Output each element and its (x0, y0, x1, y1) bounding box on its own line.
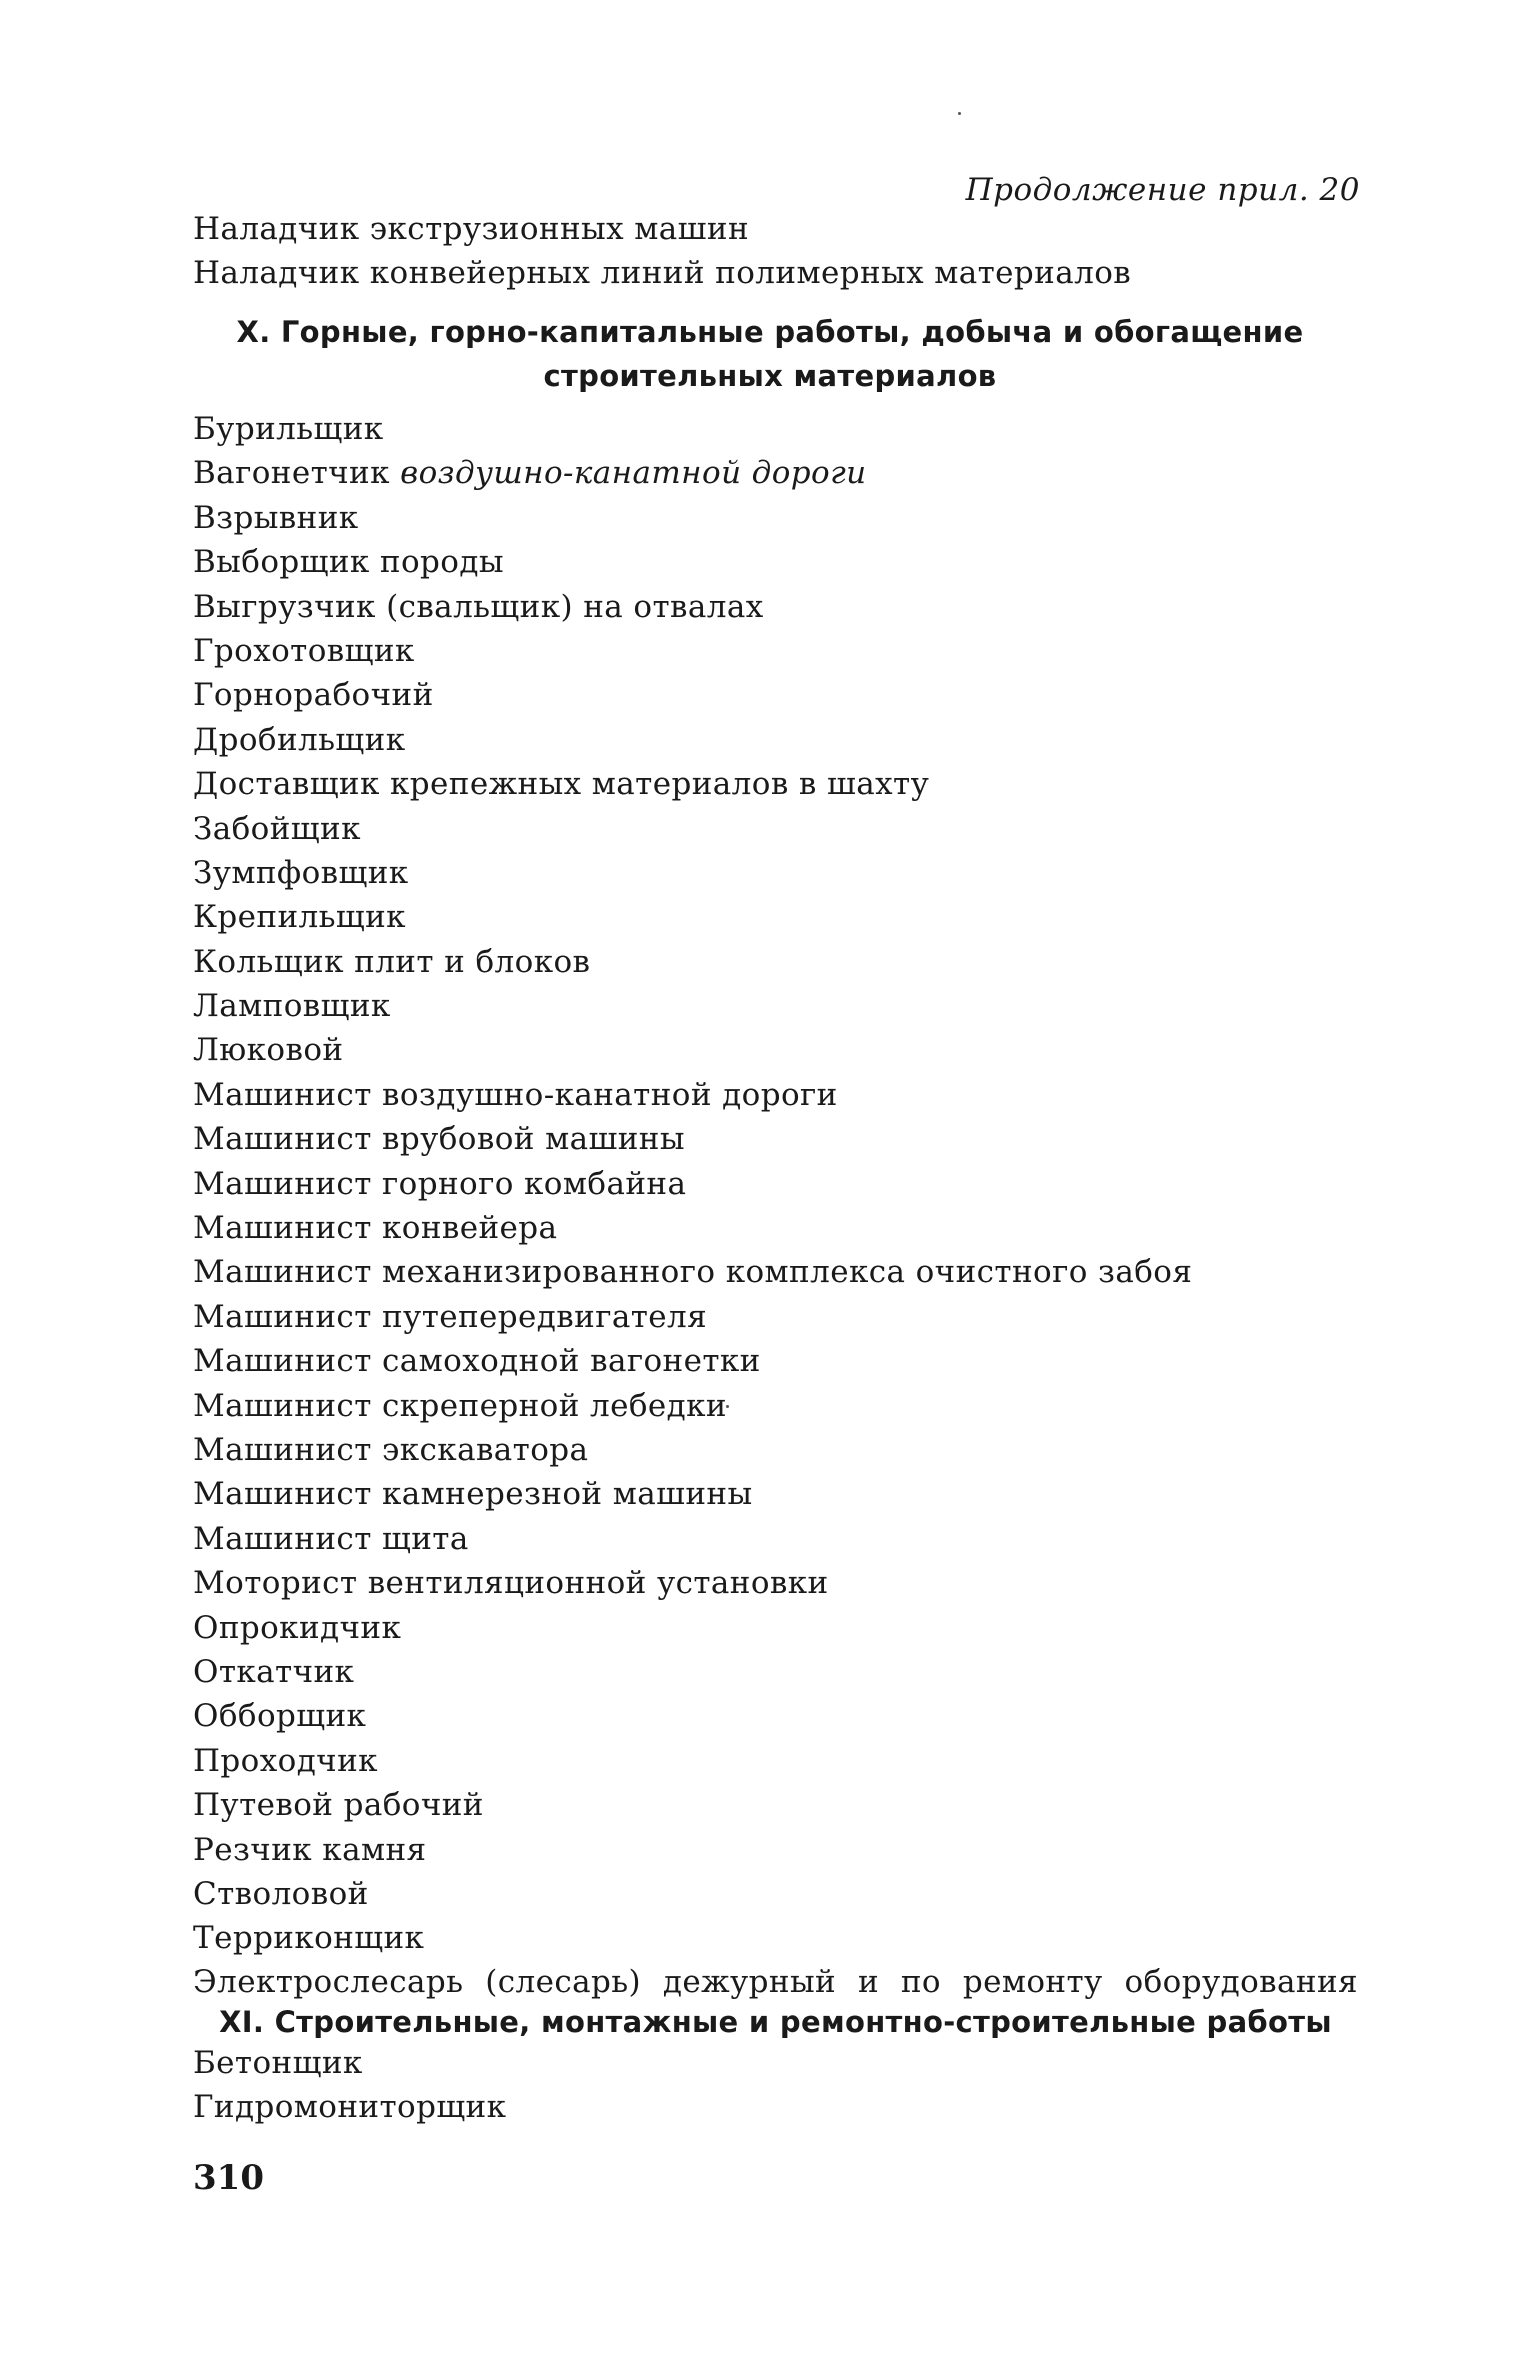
list-item (193, 807, 1363, 851)
list-item-text: Доставщик крепежных материалов в шахту (193, 766, 930, 803)
list-item-text: Грохотовщик (193, 632, 415, 669)
list-item-text: Горнорабочий (193, 677, 434, 714)
list-item-text: Ламповщик (193, 988, 391, 1025)
word: Электрослесарь (193, 1964, 464, 2000)
list-item-text: Выгрузчик (свальщик) на отвалах (193, 588, 764, 625)
word: (слесарь) (485, 1964, 641, 2000)
list-item-text: Проходчик (193, 1742, 378, 1779)
list-item-text: Обборщик (193, 1698, 367, 1735)
list-item-text: Машинист щита (193, 1520, 469, 1557)
list-item (193, 762, 1363, 806)
list-item (193, 895, 1363, 939)
list-item-text: Машинист самоходной вагонетки (193, 1343, 761, 1380)
section-xi-heading (193, 2000, 1358, 2044)
word: оборудования (1124, 1964, 1358, 2000)
list-item (193, 1960, 1358, 2004)
list-item-text: Стволовой (193, 1875, 369, 1912)
list-item-text: Терриконщик (193, 1920, 425, 1957)
list-item: Гидромониторщик (193, 2089, 507, 2126)
list-item (193, 1916, 1363, 1960)
list-item-text: Машинист путепередвигателя (193, 1298, 708, 1335)
list-item-text: Машинист горного комбайна (193, 1165, 687, 1202)
list-item-text: Забойщик (193, 810, 361, 847)
continuation-note: Продолжение прил. 20 (965, 172, 1360, 208)
list-item (193, 1250, 1363, 1294)
list-item-italic-text: воздушно-канатной дороги (400, 455, 867, 492)
list-item (193, 1428, 1363, 1472)
list-item (193, 1872, 1363, 1916)
list-item (193, 451, 1363, 495)
list-item-text: Машинист экскаватора (193, 1431, 589, 1468)
list-item: Наладчик экструзионных машин (193, 211, 750, 247)
list-item-text: Опрокидчик (193, 1609, 402, 1646)
list-item-text: Машинист скреперной лебедки (193, 1387, 727, 1424)
list-item (193, 851, 1363, 895)
list-item-text: Машинист камнерезной машины (193, 1476, 753, 1513)
page-number: 310 (193, 2158, 264, 2198)
list-item-text: Вагонетчик (193, 455, 401, 492)
word: дежурный (662, 1964, 837, 2000)
word: по (900, 1964, 941, 2000)
list-item (193, 1028, 1363, 1072)
list-item (193, 1384, 1363, 1428)
list-item (193, 496, 1363, 540)
list-item (193, 1694, 1363, 1738)
list-item-text: Моторист вентиляционной установки (193, 1565, 829, 1602)
list-item-text: Машинист механизированного комплекса очистного забоя (193, 1254, 1193, 1291)
list-item-text: Путевой рабочий (193, 1787, 484, 1824)
list-item-text: Резчик камня (193, 1831, 427, 1868)
list-item (193, 1828, 1363, 1872)
list-item (193, 407, 1363, 451)
list-item-text: Взрывник (193, 499, 359, 536)
list-item-text: Крепильщик (193, 899, 406, 936)
list-item (193, 629, 1363, 673)
section-x-heading (200, 310, 1340, 398)
top-lines (193, 207, 1363, 296)
list-item (193, 1739, 1363, 1783)
section-x-title-line2: строительных материалов (543, 359, 997, 393)
list-item (193, 1606, 1363, 1650)
list-item-text: Машинист воздушно-канатной дороги (193, 1076, 838, 1113)
list-item (193, 940, 1363, 984)
word: ремонту (962, 1964, 1103, 2000)
list-item (193, 718, 1363, 762)
list-item-text: Машинист врубовой машины (193, 1121, 685, 1158)
section-x-title-line1: X. Горные, горно-капитальные работы, добыча и обогащение (236, 315, 1304, 349)
word: и (857, 1964, 879, 2000)
list-item (193, 540, 1363, 584)
section-x-list (193, 407, 1363, 1961)
section-xi-list (193, 2041, 1363, 2130)
list-item (193, 1561, 1363, 1605)
list-item (193, 1650, 1363, 1694)
list-item-text: Дробильщик (193, 721, 406, 758)
list-item-text: Люковой (193, 1032, 344, 1069)
list-item (193, 1295, 1363, 1339)
list-item: Наладчик конвейерных линий полимерных материалов (193, 255, 1132, 292)
list-item (193, 585, 1363, 629)
list-item (193, 1206, 1363, 1250)
list-item (193, 984, 1363, 1028)
section-xi-title: XI. Строительные, монтажные и ремонтно-строительные работы (219, 2005, 1332, 2039)
list-item (193, 1117, 1363, 1161)
list-item (193, 1472, 1363, 1516)
list-item-text: Зумпфовщик (193, 854, 409, 891)
list-item (193, 1783, 1363, 1827)
list-item: Бетонщик (193, 2045, 363, 2081)
list-item-text: Бурильщик (193, 411, 384, 447)
list-item (193, 1073, 1363, 1117)
scan-speck (958, 112, 961, 115)
list-item (193, 673, 1363, 717)
list-item-text: Кольщик плит и блоков (193, 943, 591, 980)
list-item (193, 1339, 1363, 1383)
list-item (193, 1517, 1363, 1561)
list-item-text: Откатчик (193, 1653, 355, 1690)
list-item (193, 1162, 1363, 1206)
section-x-last-line (193, 1960, 1363, 2004)
list-item-text: Выборщик породы (193, 544, 504, 581)
list-item-text: Машинист конвейера (193, 1210, 558, 1247)
